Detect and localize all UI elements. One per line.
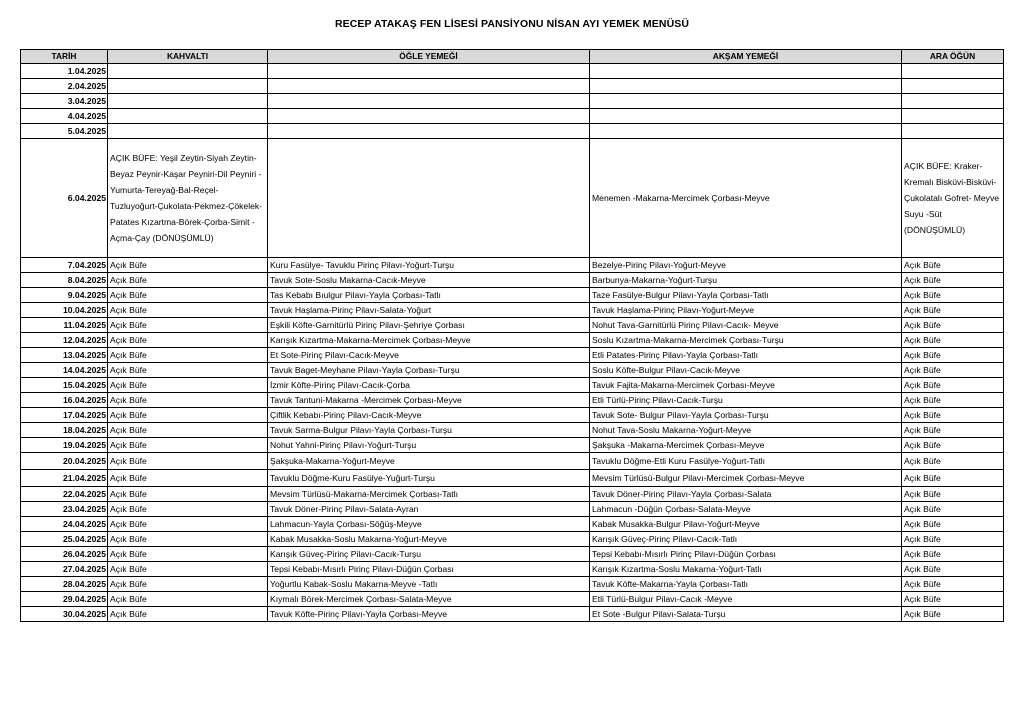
cell-dinner: Etli Türlü-Bulgur Pilavı-Cacık -Meyve xyxy=(590,592,902,607)
cell-snack: Açık Büfe xyxy=(902,333,1004,348)
cell-date: 18.04.2025 xyxy=(21,423,108,438)
menu-body xyxy=(21,64,1004,622)
cell-breakfast xyxy=(108,64,268,79)
cell-breakfast: Açık Büfe xyxy=(108,607,268,622)
cell-snack: Açık Büfe xyxy=(902,453,1004,470)
cell-dinner xyxy=(590,64,902,79)
cell-breakfast: Açık Büfe xyxy=(108,453,268,470)
cell-dinner: Karışık Kızartma-Soslu Makarna-Yoğurt-Tatlı xyxy=(590,562,902,577)
table-row xyxy=(21,64,1004,79)
cell-breakfast xyxy=(108,109,268,124)
table-row xyxy=(21,438,1004,453)
cell-snack: Açık Büfe xyxy=(902,532,1004,547)
cell-breakfast: Açık Büfe xyxy=(108,408,268,423)
cell-lunch: Tavuk Döner-Pirinç Pilavı-Salata-Ayran xyxy=(268,502,590,517)
cell-snack: Açık Büfe xyxy=(902,348,1004,363)
table-row xyxy=(21,408,1004,423)
cell-lunch: Yoğurtlu Kabak-Soslu Makarna-Meyve -Tatlı xyxy=(268,577,590,592)
table-row xyxy=(21,363,1004,378)
cell-snack: Açık Büfe xyxy=(902,378,1004,393)
cell-date: 16.04.2025 xyxy=(21,393,108,408)
table-row xyxy=(21,577,1004,592)
cell-dinner: Tavuk Haşlama-Pirinç Pilavı-Yoğurt-Meyve xyxy=(590,303,902,318)
cell-date: 21.04.2025 xyxy=(21,470,108,487)
table-row xyxy=(21,487,1004,502)
cell-snack xyxy=(902,124,1004,139)
cell-date: 20.04.2025 xyxy=(21,453,108,470)
header-breakfast: KAHVALTI xyxy=(108,50,268,64)
table-row xyxy=(21,333,1004,348)
cell-breakfast: Açık Büfe xyxy=(108,423,268,438)
cell-date: 23.04.2025 xyxy=(21,502,108,517)
cell-breakfast xyxy=(108,94,268,109)
cell-lunch: Kuru Fasülye- Tavuklu Pirinç Pilavı-Yoğurt-Turşu xyxy=(268,258,590,273)
cell-lunch xyxy=(268,64,590,79)
cell-lunch: Tepsi Kebabı-Mısırlı Pirinç Pilavı-Düğün Çorbası xyxy=(268,562,590,577)
cell-breakfast: Açık Büfe xyxy=(108,592,268,607)
table-row xyxy=(21,470,1004,487)
cell-snack: AÇIK BÜFE: Kraker-Kremalı Bisküvi-Bisküvi-Çukolatalı Gofret- Meyve Suyu -Süt (DÖNÜŞÜMLÜ) xyxy=(902,139,1004,258)
cell-date: 28.04.2025 xyxy=(21,577,108,592)
cell-snack: Açık Büfe xyxy=(902,288,1004,303)
table-row xyxy=(21,258,1004,273)
cell-breakfast: Açık Büfe xyxy=(108,470,268,487)
table-row xyxy=(21,318,1004,333)
cell-dinner: Soslu Kızartma-Makarna-Mercimek Çorbası-Turşu xyxy=(590,333,902,348)
cell-breakfast xyxy=(108,124,268,139)
cell-date: 15.04.2025 xyxy=(21,378,108,393)
cell-snack: Açık Büfe xyxy=(902,517,1004,532)
cell-lunch: Tas Kebabı Bıulgur Pilavı-Yayla Çorbası-Tatlı xyxy=(268,288,590,303)
cell-dinner xyxy=(590,109,902,124)
header-lunch: ÖĞLE YEMEĞİ xyxy=(268,50,590,64)
table-row xyxy=(21,378,1004,393)
cell-breakfast: Açık Büfe xyxy=(108,258,268,273)
cell-dinner: Taze Fasülye-Bulgur Pilavı-Yayla Çorbası-Tatlı xyxy=(590,288,902,303)
cell-dinner: Tavuk Fajita-Makarna-Mercimek Çorbası-Meyve xyxy=(590,378,902,393)
cell-lunch: Nohut Yahni-Pirinç Pilavı-Yoğurt-Turşu xyxy=(268,438,590,453)
cell-date: 22.04.2025 xyxy=(21,487,108,502)
cell-date: 30.04.2025 xyxy=(21,607,108,622)
cell-snack: Açık Büfe xyxy=(902,258,1004,273)
cell-lunch xyxy=(268,79,590,94)
cell-snack: Açık Büfe xyxy=(902,547,1004,562)
cell-date: 10.04.2025 xyxy=(21,303,108,318)
cell-breakfast: Açık Büfe xyxy=(108,273,268,288)
cell-dinner: Tavuk Döner-Pirinç Pilavı-Yayla Çorbası-Salata xyxy=(590,487,902,502)
table-row xyxy=(21,273,1004,288)
cell-snack xyxy=(902,109,1004,124)
cell-date: 1.04.2025 xyxy=(21,64,108,79)
cell-date: 13.04.2025 xyxy=(21,348,108,363)
table-row xyxy=(21,592,1004,607)
cell-dinner: Soslu Köfte-Bulgur Pilavı-Cacık-Meyve xyxy=(590,363,902,378)
table-row xyxy=(21,453,1004,470)
cell-breakfast: Açık Büfe xyxy=(108,393,268,408)
cell-breakfast: Açık Büfe xyxy=(108,288,268,303)
cell-breakfast: Açık Büfe xyxy=(108,318,268,333)
cell-breakfast: Açık Büfe xyxy=(108,547,268,562)
cell-breakfast: Açık Büfe xyxy=(108,438,268,453)
cell-lunch xyxy=(268,139,590,258)
header-row xyxy=(21,50,1004,64)
cell-lunch: İzmir Köfte-Pirinç Pilavı-Cacık-Çorba xyxy=(268,378,590,393)
cell-snack: Açık Büfe xyxy=(902,303,1004,318)
cell-breakfast: Açık Büfe xyxy=(108,532,268,547)
table-row xyxy=(21,532,1004,547)
cell-snack: Açık Büfe xyxy=(902,607,1004,622)
cell-snack xyxy=(902,94,1004,109)
cell-lunch: Et Sote-Pirinç Pilavı-Cacık-Meyve xyxy=(268,348,590,363)
cell-snack: Açık Büfe xyxy=(902,273,1004,288)
cell-date: 29.04.2025 xyxy=(21,592,108,607)
cell-breakfast: Açık Büfe xyxy=(108,333,268,348)
cell-lunch: Lahmacun-Yayla Çorbası-Söğüş-Meyve xyxy=(268,517,590,532)
cell-lunch: Tavuk Sarma-Bulgur Pilavı-Yayla Çorbası-Turşu xyxy=(268,423,590,438)
table-row xyxy=(21,517,1004,532)
cell-dinner xyxy=(590,79,902,94)
cell-dinner: Mevsim Türlüsü-Bulgur Pilavı-Mercimek Çorbası-Meyve xyxy=(590,470,902,487)
cell-lunch xyxy=(268,94,590,109)
cell-snack: Açık Büfe xyxy=(902,592,1004,607)
cell-breakfast: Açık Büfe xyxy=(108,348,268,363)
cell-date: 17.04.2025 xyxy=(21,408,108,423)
table-row xyxy=(21,79,1004,94)
cell-date: 5.04.2025 xyxy=(21,124,108,139)
cell-dinner xyxy=(590,94,902,109)
header-dinner: AKŞAM YEMEĞİ xyxy=(590,50,902,64)
cell-lunch xyxy=(268,124,590,139)
cell-breakfast: Açık Büfe xyxy=(108,303,268,318)
cell-lunch: Şakşuka-Makarna-Yoğurt-Meyve xyxy=(268,453,590,470)
table-row xyxy=(21,303,1004,318)
cell-dinner: Bezelye-Pirinç Pilavı-Yoğurt-Meyve xyxy=(590,258,902,273)
cell-snack: Açık Büfe xyxy=(902,408,1004,423)
cell-breakfast: Açık Büfe xyxy=(108,517,268,532)
cell-dinner: Şakşuka -Makarna-Mercimek Çorbası-Meyve xyxy=(590,438,902,453)
cell-lunch: Karışık Kızartma-Makarna-Mercimek Çorbası-Meyve xyxy=(268,333,590,348)
cell-date: 14.04.2025 xyxy=(21,363,108,378)
cell-lunch: Eşkili Köfte-Garnitürlü Pirinç Pilavı-Şehriye Çorbası xyxy=(268,318,590,333)
table-row xyxy=(21,562,1004,577)
cell-date: 2.04.2025 xyxy=(21,79,108,94)
cell-snack: Açık Büfe xyxy=(902,363,1004,378)
cell-dinner: Tepsi Kebabı-Mısırlı Pirinç Pilavı-Düğün Çorbası xyxy=(590,547,902,562)
cell-dinner: Nohut Tava-Garnitürlü Pirinç Pilavı-Cacık- Meyve xyxy=(590,318,902,333)
header-date: TARİH xyxy=(21,50,108,64)
cell-snack: Açık Büfe xyxy=(902,487,1004,502)
cell-snack: Açık Büfe xyxy=(902,470,1004,487)
cell-dinner: Tavuk Köfte-Makarna-Yayla Çorbası-Tatlı xyxy=(590,577,902,592)
cell-breakfast: Açık Büfe xyxy=(108,577,268,592)
table-row xyxy=(21,94,1004,109)
table-row xyxy=(21,124,1004,139)
cell-date: 11.04.2025 xyxy=(21,318,108,333)
cell-dinner: Etli Patates-Pirinç Pilavı-Yayla Çorbası-Tatlı xyxy=(590,348,902,363)
table-row xyxy=(21,502,1004,517)
cell-snack: Açık Büfe xyxy=(902,577,1004,592)
cell-lunch: Mevsim Türlüsü-Makarna-Mercimek Çorbası-Tatlı xyxy=(268,487,590,502)
cell-dinner: Karışık Güveç-Pirinç Pilavı-Cacık-Tatlı xyxy=(590,532,902,547)
cell-snack xyxy=(902,79,1004,94)
table-row xyxy=(21,393,1004,408)
cell-breakfast: Açık Büfe xyxy=(108,502,268,517)
cell-dinner: Tavuk Sote- Bulgur Pilavı-Yayla Çorbası-Turşu xyxy=(590,408,902,423)
cell-snack: Açık Büfe xyxy=(902,423,1004,438)
cell-date: 3.04.2025 xyxy=(21,94,108,109)
table-row xyxy=(21,547,1004,562)
cell-date: 27.04.2025 xyxy=(21,562,108,577)
table-row xyxy=(21,288,1004,303)
menu-table xyxy=(20,49,1004,622)
cell-date: 8.04.2025 xyxy=(21,273,108,288)
cell-dinner: Tavuklu Döğme-Etli Kuru Fasülye-Yoğurt-Tatlı xyxy=(590,453,902,470)
table-row xyxy=(21,607,1004,622)
cell-date: 9.04.2025 xyxy=(21,288,108,303)
cell-breakfast: Açık Büfe xyxy=(108,378,268,393)
cell-snack: Açık Büfe xyxy=(902,438,1004,453)
cell-date: 26.04.2025 xyxy=(21,547,108,562)
cell-dinner: Barbunya-Makarna-Yoğurt-Turşu xyxy=(590,273,902,288)
cell-breakfast: Açık Büfe xyxy=(108,562,268,577)
cell-dinner xyxy=(590,124,902,139)
table-row xyxy=(21,139,1004,258)
table-row xyxy=(21,423,1004,438)
cell-snack: Açık Büfe xyxy=(902,318,1004,333)
cell-lunch: Tavuk Haşlama-Pirinç Pilavı-Salata-Yoğurt xyxy=(268,303,590,318)
cell-date: 24.04.2025 xyxy=(21,517,108,532)
cell-lunch: Kıymalı Börek-Mercimek Çorbası-Salata-Meyve xyxy=(268,592,590,607)
cell-lunch: Tavuk Köfte-Pirinç Pilavı-Yayla Çorbası-Meyve xyxy=(268,607,590,622)
cell-dinner: Lahmacun -Düğün Çorbası-Salata-Meyve xyxy=(590,502,902,517)
cell-date: 25.04.2025 xyxy=(21,532,108,547)
cell-lunch: Karışık Güveç-Pirinç Pilavı-Cacık-Turşu xyxy=(268,547,590,562)
cell-date: 6.04.2025 xyxy=(21,139,108,258)
cell-lunch: Çiftlik Kebabı-Pirinç Pilavı-Cacık-Meyve xyxy=(268,408,590,423)
cell-breakfast: AÇIK BÜFE: Yeşil Zeytin-Siyah Zeytin-Beyaz Peynir-Kaşar Peyniri-Dil Peyniri -Yumurta-Tereyağ-Bal-Reçel-Tuzluyoğurt-Çukolata-Pekmez-Çökelek-Patates Kızartma-Börek-Çorba-Simit -Açma-Çay (DÖNÜŞÜMLÜ) xyxy=(108,139,268,258)
cell-dinner: Nohut Tava-Soslu Makarna-Yoğurt-Meyve xyxy=(590,423,902,438)
table-row xyxy=(21,109,1004,124)
cell-date: 19.04.2025 xyxy=(21,438,108,453)
cell-lunch: Tavuk Sote-Soslu Makarna-Cacık-Meyve xyxy=(268,273,590,288)
cell-breakfast: Açık Büfe xyxy=(108,487,268,502)
cell-dinner: Et Sote -Bulgur Pilavı-Salata-Turşu xyxy=(590,607,902,622)
cell-lunch: Kabak Musakka-Soslu Makarna-Yoğurt-Meyve xyxy=(268,532,590,547)
cell-dinner: Menemen -Makarna-Mercimek Çorbası-Meyve xyxy=(590,139,902,258)
page-title: RECEP ATAKAŞ FEN LİSESİ PANSİYONU NİSAN AYI YEMEK MENÜSÜ xyxy=(334,18,690,30)
header-snack: ARA ÖĞÜN xyxy=(902,50,1004,64)
cell-snack: Açık Büfe xyxy=(902,502,1004,517)
cell-lunch: Tavuk Tantuni-Makarna -Mercimek Çorbası-Meyve xyxy=(268,393,590,408)
cell-date: 12.04.2025 xyxy=(21,333,108,348)
cell-date: 4.04.2025 xyxy=(21,109,108,124)
cell-date: 7.04.2025 xyxy=(21,258,108,273)
cell-breakfast: Açık Büfe xyxy=(108,363,268,378)
cell-breakfast xyxy=(108,79,268,94)
cell-dinner: Kabak Musakka-Bulgur Pilavı-Yoğurt-Meyve xyxy=(590,517,902,532)
cell-snack: Açık Büfe xyxy=(902,562,1004,577)
cell-lunch: Tavuklu Döğme-Kuru Fasülye-Yuğurt-Turşu xyxy=(268,470,590,487)
cell-snack: Açık Büfe xyxy=(902,393,1004,408)
cell-lunch xyxy=(268,109,590,124)
cell-dinner: Etli Türlü-Pirinç Pilavı-Cacık-Turşu xyxy=(590,393,902,408)
cell-lunch: Tavuk Baget-Meyhane Pilavı-Yayla Çorbası-Turşu xyxy=(268,363,590,378)
table-row xyxy=(21,348,1004,363)
cell-snack xyxy=(902,64,1004,79)
